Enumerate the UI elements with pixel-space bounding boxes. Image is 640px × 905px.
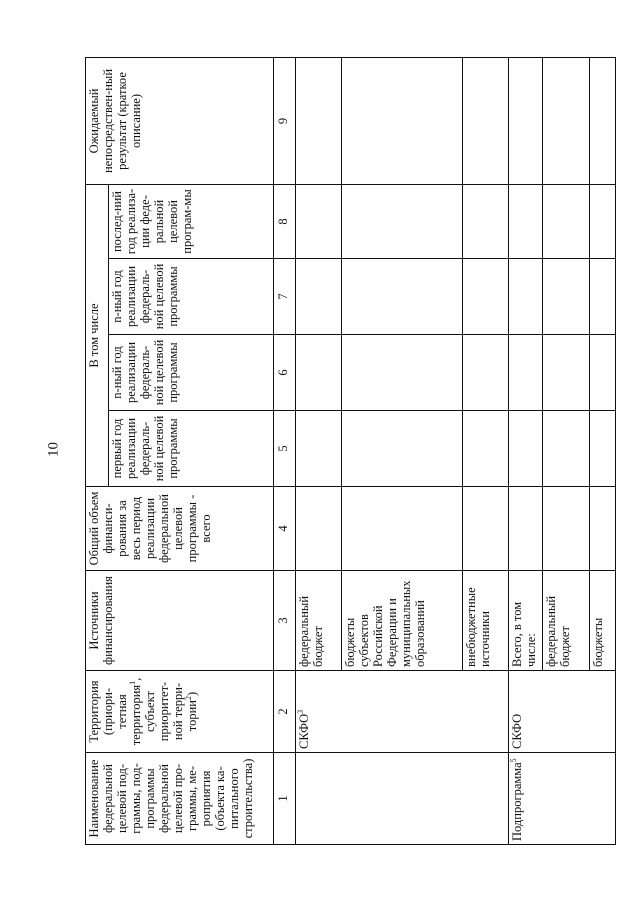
column-number: 9 [274, 58, 296, 185]
cell-territory: СКФО$^3$ [296, 671, 509, 753]
header-total: Общий объем финанси-рования за весь период реализации федеральной целевой программы - всего [86, 487, 274, 571]
column-number: 6 [274, 335, 296, 411]
column-number: 2 [274, 671, 296, 753]
header-n-year-a: n-ный год реализации федераль-ной целевой программы [108, 335, 273, 411]
column-number: 8 [274, 185, 296, 259]
header-last-year: послед-ний год реализа-ции феде-ральной целевой програм-мы [108, 185, 273, 259]
cell-subprogram: Подпрограмма$^5$ [509, 753, 616, 845]
column-number-row [274, 58, 296, 845]
cell-source: бюджеты субъектов Российской Федерации и муниципальных образований [342, 571, 463, 671]
column-number: 7 [274, 259, 296, 335]
table-row [296, 58, 342, 845]
column-number: 4 [274, 487, 296, 571]
cell-source: Всего, в том числе: [509, 571, 543, 671]
rotated-table-canvas [85, 58, 616, 845]
header-sources: Источники финансирования [86, 571, 274, 671]
cell-source: федеральный бюджет [543, 571, 589, 671]
column-number: 5 [274, 411, 296, 487]
header-in-total-group: В том числе [86, 185, 109, 487]
header-n-year-b: n-ный год реализации федераль-ной целевой программы [108, 259, 273, 335]
cell-source: федеральный бюджет [296, 571, 342, 671]
financing-table [85, 57, 616, 845]
header-first-year: первый год реализации федераль-ной целевой программы [108, 411, 273, 487]
cell-source: внебюджетные источники [463, 571, 509, 671]
rotated-table-wrapper [85, 58, 616, 845]
header-territory: Территория (приори-тетная территория$^1$, субъект приоритет-ной терри-тории$^2$) [86, 671, 274, 753]
cell-source: бюджеты [589, 571, 615, 671]
cell-name-empty [296, 753, 509, 845]
page-number: 10 [45, 442, 62, 457]
header-result: Ожидаемый непосредствен-ный результат (краткое описание) [86, 58, 274, 185]
cell-territory: СКФО [509, 671, 616, 753]
column-number: 1 [274, 753, 296, 845]
header-name: Наименование федеральной целевой под-граммы, под-программы федеральной целевой про-граммы, ме-роприятия (объекта ка-питального строительства) [86, 753, 274, 845]
table-row [509, 58, 543, 845]
column-number: 3 [274, 571, 296, 671]
